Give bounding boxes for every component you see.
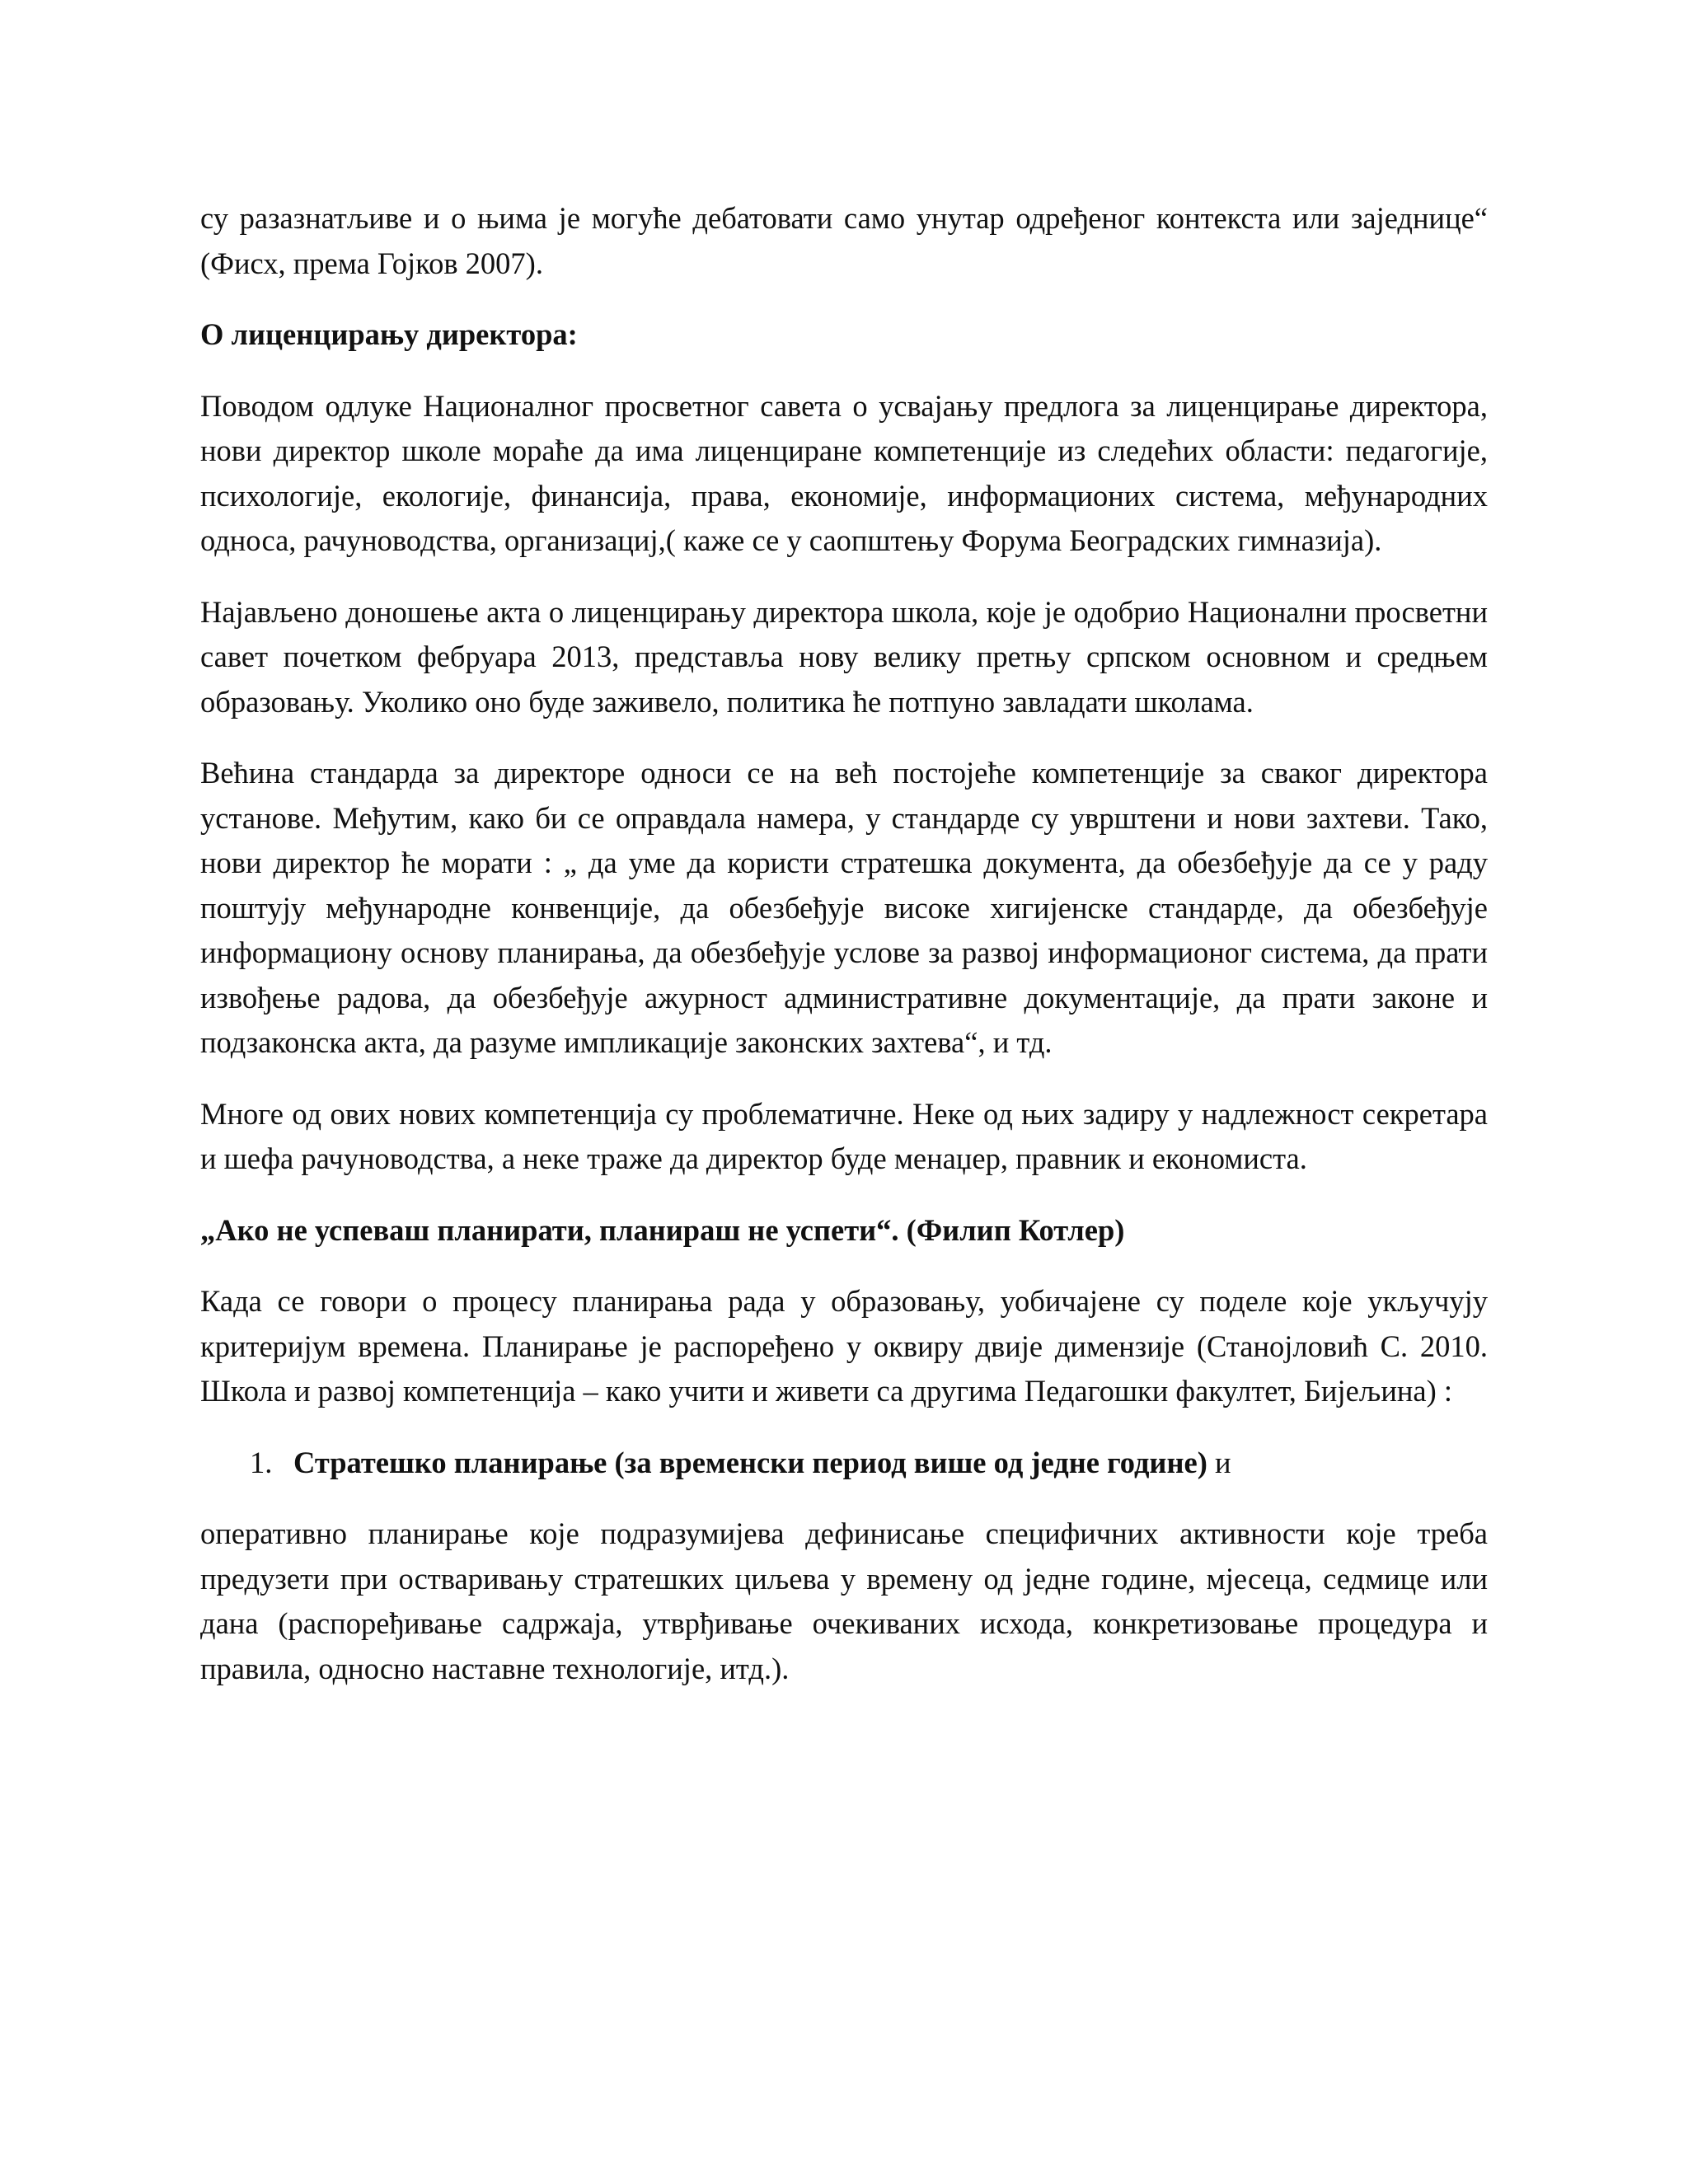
heading-kotler-quote: „Ако не успеваш планирати, планираш не успети“. (Филип Котлер) [200,1212,1125,1247]
list-item-strategic-planning [200,1441,1488,1486]
heading-director-licensing: О лиценцирању директора: [200,317,578,351]
paragraph-problematic-competencies: Многе од ових нових компетенција су проблематичне. Неке од њих задиру у надлежност секретара и шефа рачуноводства, а неке траже да директор буде менаџер, правник и економиста. [200,1096,1488,1175]
document-body [200,196,1488,1718]
paragraph-operative-planning: оперативно планирање које подразумијева дефинисање специфичних активности које треба предузети при остваривању стратешких циљева у времену од једне године, мјесеца, седмице или дана (распоређивање садржаја, утврђивање очекиваних исхода, конкретизовање процедура и правила, односно наставне технологије, итд.). [200,1516,1488,1685]
list-number: 1. [250,1445,273,1479]
paragraph-planning-process: Када се говори о процесу планирања рада у образовању, уобичајене су поделе које укључују критеријум времена. Планирање је распоређено у оквиру двије димензије (Станојловић С. 2010. Школа и развој компетенција – како учити и живети са другима Педагошки факултет, Бијељина) : [200,1284,1488,1408]
paragraph-announced-act: Најављено доношење акта о лиценцирању директора школа, које је одобрио Национални просветни савет почетком фебруара 2013, представља нову велику претњу српском основном и средњем образовању. Уколико оно буде заживело, политика ће потпуно завладати школама. [200,594,1488,719]
list-item-trailing-text: и [1207,1445,1231,1479]
paragraph-intro: су разазнатљиве и о њима је могуће дебатовати само унутар одређеног контекста или заједнице“ (Фисх, према Гојков 2007). [200,201,1488,280]
list-item-bold-text: Стратешко планирање (за временски период више од једне године) [293,1445,1207,1479]
paragraph-standards: Већина стандарда за директоре односи се на већ постојеће компетенције за сваког директора установе. Међутим, како би се оправдала намера, у стандарде су уврштени и нови захтеви. Тако, нови директор ће морати : „ да уме да користи стратешка документа, да обезбеђује да се у раду поштују међународне конвенције, да обезбеђује високе хигијенске стандарде, да обезбеђује информациону основу планирања, да обезбеђује услове за развој информационог система, да прати извођење радова, да обезбеђује ажурност административне документације, да прати законе и подзаконска акта, да разуме импликације законских захтева“, и тд. [200,756,1488,1059]
paragraph-council-decision: Поводом одлуке Националног просветног савета о усвајању предлога за лиценцирање директора, нови директор школе мораће да има лиценциране компетенције из следећих области: педагогије, психологије, екологије, финансија, права, економије, информационих система, међународних односа, рачуноводства, организациј,( каже се у саопштењу Форума Београдских гимназија). [200,388,1488,557]
list-item-text [293,1441,1231,1486]
